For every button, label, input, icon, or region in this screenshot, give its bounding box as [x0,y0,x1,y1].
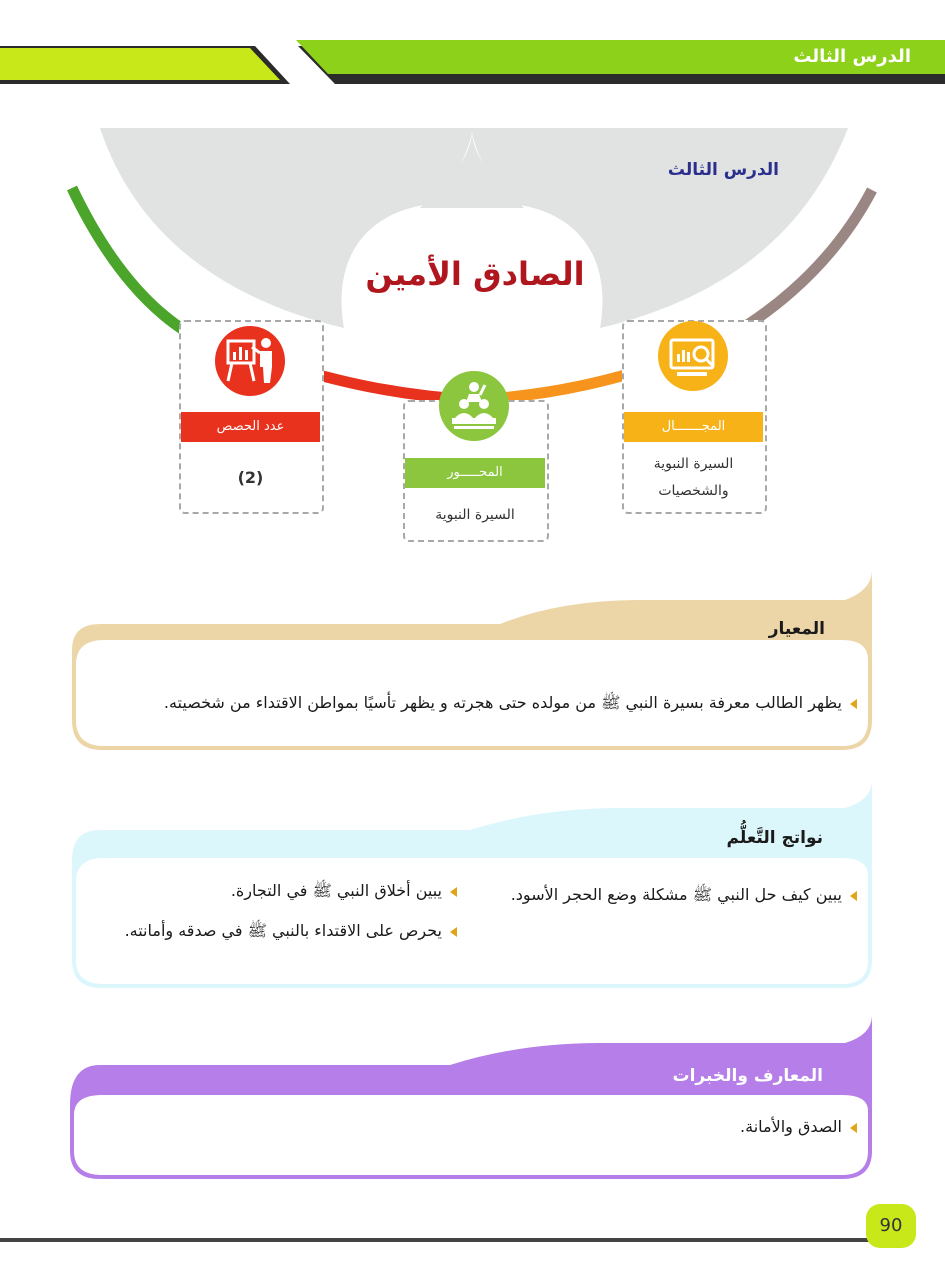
knowledge-title: المعارف والخبرات [672,1066,823,1086]
monitor-search-icon [657,320,729,392]
bullet-icon [450,887,457,897]
sessions-value: (2) [237,468,264,487]
bullet-icon [850,1123,857,1133]
bullet-icon [850,699,857,709]
outcomes-title: نواتج التَّعلُّم [726,828,823,848]
group-icon [438,370,510,442]
field-label: المجـــــــال [624,412,763,442]
knowledge-item: الصدق والأمانة. [357,1112,857,1142]
bullet-icon [450,927,457,937]
page-number: 90 [866,1204,916,1248]
bullet-icon [850,891,857,901]
header-bar [0,0,945,90]
lesson-label: الدرس الثالث [667,160,779,180]
header-title: الدرس الثالث [793,46,911,67]
axis-value: السيرة النبوية [435,507,515,523]
standard-title: المعيار [768,619,825,639]
field-value-line2: والشخصيات [658,483,729,499]
lesson-title: الصادق الأمين [365,255,585,293]
presentation-icon [214,325,286,397]
knowledge-panel [0,1015,945,1185]
outcome-item-1: يبين كيف حل النبي ﷺ مشكلة وضع الحجر الأسود. [502,880,857,910]
axis-label: المحـــــور [405,458,545,488]
outcome-item-3: يحرص على الاقتداء بالنبي ﷺ في صدقه وأمانته. [47,916,457,946]
field-value-line1: السيرة النبوية [653,456,734,472]
standard-panel [0,560,945,760]
standard-item: يظهر الطالب معرفة بسيرة النبي ﷺ من مولده حتى هجرته و يظهر تأسيًا بمواطن الاقتداء من شخصيته. [97,688,857,718]
sessions-label: عدد الحصص [181,412,320,442]
outcome-item-2: يبين أخلاق النبي ﷺ في التجارة. [47,876,457,906]
footer-line [0,1238,870,1242]
